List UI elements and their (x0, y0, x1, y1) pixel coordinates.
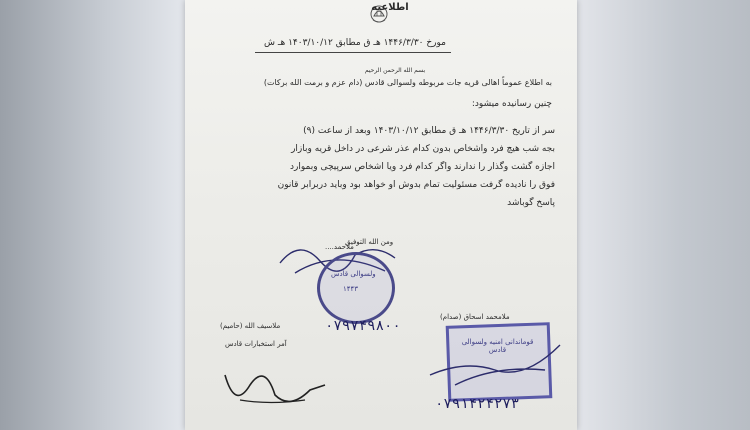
date-underline (255, 52, 451, 53)
address-line-2: چنین رسانیده میشود: (471, 99, 552, 109)
body-line: فوق را نادیده گرفت مسئولیت تمام بدوش او خواهد بود وباید دربرابر قانون (277, 180, 555, 190)
basmala: بسم الله الرحمن الرحیم (364, 67, 426, 74)
date-line: مورخ ۱۴۴۶/۳/۳۰ هـ ق مطابق ۱۴۰۳/۱۰/۱۲ هـ ش (263, 38, 446, 48)
background-right (575, 0, 750, 430)
signature-label-left-2: آمر استخبارات قادس (225, 340, 287, 348)
signature-label-top: ملاحمد.... (325, 243, 354, 251)
body-line: پاسخ گوباشد (507, 198, 555, 208)
phone-center: ۰۷۹۷۴۹۸۰۰ (325, 318, 401, 334)
body-line: سر از تاریخ ۱۴۴۶/۳/۳۰ هـ ق مطابق ۱۴۰۳/۱۰/۱۲ وبعد از ساعت (۹) (303, 126, 555, 136)
signature-right (425, 330, 565, 390)
address-line: به اطلاع عموماً اهالی قریه جات مربوطه ولسوالی قادس (دام عزم و برمت الله برکات) (263, 78, 552, 87)
phone-right: ۰۷۹۱۴۲۴۲۷۳ (435, 396, 520, 412)
stamp-center-year: ۱۴۴۳ (343, 285, 359, 293)
stamp-right-text: قوماندانی امنیه ولسوالی قادس (461, 338, 534, 354)
document-title: اطلاعیه (371, 2, 409, 13)
signature-left (215, 355, 335, 415)
stamp-center-text: ولسوالی قادس (331, 270, 376, 278)
body-line: اجازه گشت وگذار را ندارند واگر کدام فرد ویا اشخاص سرپیچی وبموارد (290, 162, 555, 172)
document-paper (185, 0, 577, 430)
background-left (0, 0, 192, 430)
closing-phrase: ومن الله التوفیق (345, 238, 394, 246)
signature-label-right: ملامحمد اسحاق (صدام) (440, 313, 510, 321)
body-line: بجه شب هیچ فرد واشخاص بدون کدام عذر شرعی در داخل قریه وبازار (291, 144, 555, 154)
signature-label-left: ملاسیف الله (حامیم) (220, 322, 281, 330)
